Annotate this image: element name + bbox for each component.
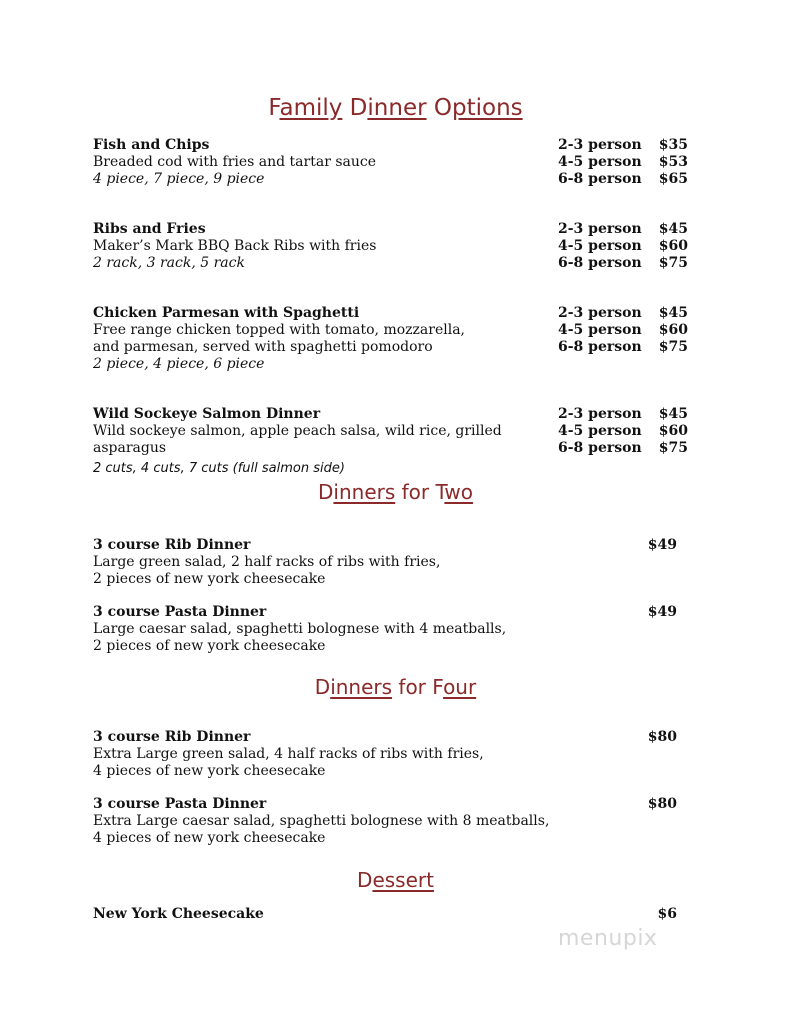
price-row — [558, 137, 688, 154]
item-name: Wild Sockeye Salmon Dinner — [93, 406, 321, 422]
price-row — [558, 255, 688, 272]
size-price: $60 — [658, 423, 688, 439]
item-description: Large caesar salad, spaghetti bolognese with 4 meatballs, — [93, 621, 507, 637]
item-price: $49 — [647, 537, 677, 553]
menupix-watermark: menupix — [558, 926, 658, 951]
item-description: 4 pieces of new york cheesecake — [93, 763, 326, 779]
price-row — [558, 171, 688, 188]
size-price: $35 — [658, 137, 688, 153]
item-portions: 4 piece, 7 piece, 9 piece — [93, 171, 265, 187]
price-row — [558, 423, 688, 440]
menu-item-four-rib-dinner — [93, 729, 693, 780]
size-label: 4-5 person — [558, 322, 642, 338]
item-description: 2 pieces of new york cheesecake — [93, 638, 326, 654]
item-description: Breaded cod with fries and tartar sauce — [93, 154, 377, 170]
item-name: 3 course Rib Dinner — [93, 729, 251, 745]
item-price: $80 — [647, 796, 677, 812]
price-list-chicken-parmesan — [558, 305, 688, 356]
item-name: 3 course Pasta Dinner — [93, 796, 267, 812]
item-portions: 2 rack, 3 rack, 5 rack — [93, 255, 245, 271]
size-price: $45 — [658, 406, 688, 422]
price-row — [558, 154, 688, 171]
item-name: 3 course Rib Dinner — [93, 537, 251, 553]
menu-item-two-pasta-dinner — [93, 604, 693, 655]
size-price: $75 — [658, 440, 688, 456]
item-name: Fish and Chips — [93, 137, 210, 153]
size-price: $75 — [658, 339, 688, 355]
item-price: $6 — [657, 906, 677, 922]
item-name: 3 course Pasta Dinner — [93, 604, 267, 620]
menu-item-new-york-cheesecake — [93, 906, 693, 923]
size-price: $65 — [658, 171, 688, 187]
item-name: Chicken Parmesan with Spaghetti — [93, 305, 360, 321]
price-row — [558, 440, 688, 457]
item-description: Extra Large green salad, 4 half racks of ribs with fries, — [93, 746, 484, 762]
item-description: and parmesan, served with spaghetti pomodoro — [93, 339, 433, 355]
item-description: Large green salad, 2 half racks of ribs with fries, — [93, 554, 441, 570]
item-description: asparagus — [93, 440, 167, 456]
item-description: Extra Large caesar salad, spaghetti bolognese with 8 meatballs, — [93, 813, 550, 829]
item-description: Free range chicken topped with tomato, mozzarella, — [93, 322, 465, 338]
size-price: $60 — [658, 322, 688, 338]
item-price: $80 — [647, 729, 677, 745]
size-price: $53 — [658, 154, 688, 170]
menu-item-two-rib-dinner — [93, 537, 693, 588]
size-label: 4-5 person — [558, 154, 642, 170]
item-portions: 2 cuts, 4 cuts, 7 cuts (full salmon side) — [93, 461, 345, 476]
size-price: $60 — [658, 238, 688, 254]
item-description: Maker’s Mark BBQ Back Ribs with fries — [93, 238, 377, 254]
size-price: $45 — [658, 305, 688, 321]
size-label: 2-3 person — [558, 137, 642, 153]
item-portions: 2 piece, 4 piece, 6 piece — [93, 356, 265, 372]
price-row — [558, 238, 688, 255]
item-description: 2 pieces of new york cheesecake — [93, 571, 326, 587]
size-label: 6-8 person — [558, 255, 642, 271]
item-name: Ribs and Fries — [93, 221, 206, 237]
size-label: 4-5 person — [558, 238, 642, 254]
size-label: 2-3 person — [558, 406, 642, 422]
price-list-fish-and-chips — [558, 137, 688, 188]
section-title-family-dinner-options: Family Dinner Options — [268, 95, 523, 121]
section-title-dessert: Dessert — [357, 868, 434, 892]
item-description: Wild sockeye salmon, apple peach salsa, wild rice, grilled — [93, 423, 502, 439]
price-row — [558, 305, 688, 322]
size-price: $75 — [658, 255, 688, 271]
size-label: 6-8 person — [558, 440, 642, 456]
price-list-ribs-and-fries — [558, 221, 688, 272]
price-list-wild-sockeye-salmon — [558, 406, 688, 457]
section-title-dinners-for-two: Dinners for Two — [318, 480, 473, 504]
size-label: 6-8 person — [558, 171, 642, 187]
item-description: 4 pieces of new york cheesecake — [93, 830, 326, 846]
size-label: 6-8 person — [558, 339, 642, 355]
section-title-dinners-for-four: Dinners for Four — [314, 675, 477, 699]
price-row — [558, 339, 688, 356]
item-price: $49 — [647, 604, 677, 620]
price-row — [558, 322, 688, 339]
size-label: 2-3 person — [558, 221, 642, 237]
price-row — [558, 221, 688, 238]
item-name: New York Cheesecake — [93, 906, 264, 922]
menu-item-four-pasta-dinner — [93, 796, 693, 847]
price-row — [558, 406, 688, 423]
size-label: 4-5 person — [558, 423, 642, 439]
size-price: $45 — [658, 221, 688, 237]
size-label: 2-3 person — [558, 305, 642, 321]
